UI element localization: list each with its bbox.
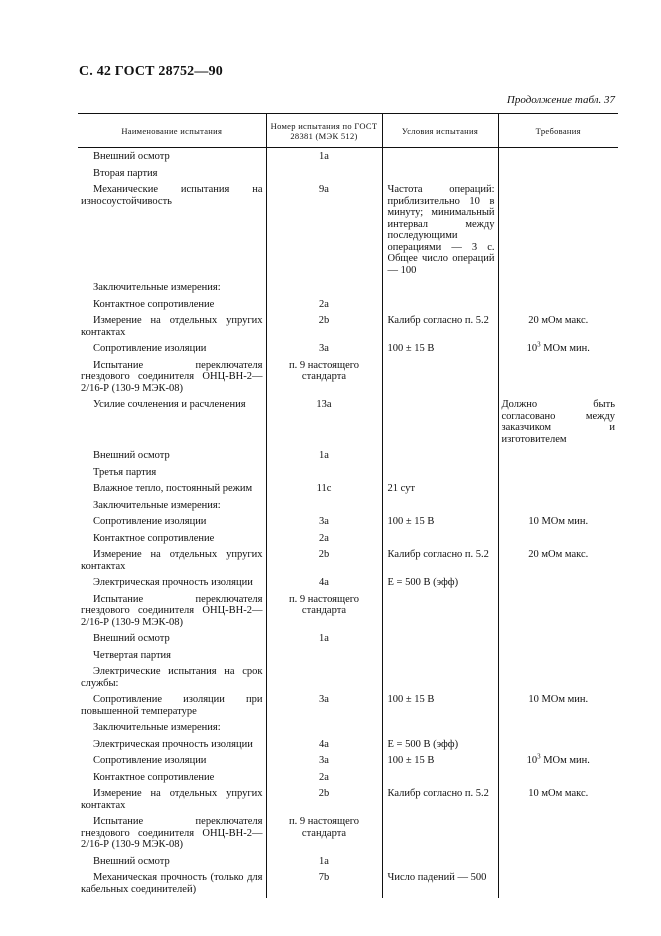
test-name: Заключительные измерения:: [93, 499, 221, 511]
test-number: [266, 166, 382, 183]
test-conditions: [382, 770, 498, 787]
test-requirements: [498, 664, 618, 692]
test-requirements: [498, 148, 618, 166]
table-row: [78, 166, 618, 183]
test-name: Четвертая партия: [93, 649, 172, 661]
test-name: Вторая партия: [93, 167, 158, 179]
table-row: [78, 358, 618, 398]
test-requirements: [498, 814, 618, 854]
test-conditions: [382, 592, 498, 632]
test-name: Внешний осмотр: [93, 450, 170, 461]
test-requirements: [498, 753, 618, 770]
req-exponent: 3: [537, 340, 541, 349]
page-header: С. 42 ГОСТ 28752—90: [79, 64, 223, 79]
col-header-test-number: Номер испытания по ГОСТ 28381 (МЭК 512): [266, 114, 382, 148]
test-requirements: [498, 575, 618, 592]
test-conditions: Частота операций: приблизительно 10 в минуту; минимальный интервал между последующими операциями — 3 с. Общее число операций — 100: [382, 182, 498, 279]
test-number: 1а: [266, 631, 382, 648]
test-conditions: 100 ± 15 В: [382, 753, 498, 770]
table-row: [78, 664, 618, 692]
test-requirements: [498, 498, 618, 515]
test-name: Третья партия: [93, 466, 157, 478]
test-conditions: [382, 397, 498, 448]
test-table: [78, 113, 618, 898]
table-row: [78, 341, 618, 358]
test-number: 13а: [266, 397, 382, 448]
test-number: [266, 664, 382, 692]
test-name: Сопротивление изоляции: [93, 516, 207, 527]
test-conditions: [382, 814, 498, 854]
table-row: [78, 514, 618, 531]
req-unit: МОм мин.: [540, 343, 590, 354]
test-name: Внешний осмотр: [93, 855, 170, 867]
test-name: Влажное тепло, постоянный режим: [93, 483, 253, 494]
test-number: 4а: [266, 737, 382, 754]
table-row: [78, 481, 618, 498]
test-name: Испытание переключателя гнездового соединителя ОНЦ-ВН-2—2/16-Р (130-9 МЭК-08): [81, 593, 263, 628]
table-row: [78, 531, 618, 548]
test-number: [266, 720, 382, 737]
test-name: Заключительные измерения:: [93, 282, 221, 293]
test-requirements: [498, 166, 618, 183]
test-name: Сопротивление изоляции при повышенной температуре: [81, 694, 263, 717]
test-requirements: [498, 854, 618, 871]
test-name: Сопротивление изоляции: [93, 755, 207, 766]
test-conditions: Е = 500 В (эфф): [382, 575, 498, 592]
test-number: 2а: [266, 531, 382, 548]
table-row: [78, 786, 618, 814]
test-name: Электрическая прочность изоляции: [93, 738, 253, 750]
test-name: Усилие сочленения и расчленения: [93, 399, 246, 410]
test-requirements: [498, 648, 618, 665]
test-conditions: 21 сут: [382, 481, 498, 498]
req-base: 10: [526, 755, 538, 766]
test-number: [266, 648, 382, 665]
test-requirements: [498, 720, 618, 737]
test-name: Измерение на отдельных упругих контактах: [81, 315, 263, 338]
test-number: [266, 279, 382, 297]
table-row: [78, 592, 618, 632]
req-base: 10: [526, 343, 538, 354]
test-requirements: [498, 465, 618, 482]
test-conditions: 100 ± 15 В: [382, 692, 498, 720]
test-requirements: [498, 531, 618, 548]
test-name: Заключительные измерения:: [93, 722, 221, 733]
test-number: [266, 498, 382, 515]
test-requirements: [498, 297, 618, 314]
test-conditions: [382, 297, 498, 314]
test-requirements: [498, 481, 618, 498]
test-conditions: Е = 500 В (эфф): [382, 737, 498, 754]
table-row: [78, 575, 618, 592]
test-number: 9а: [266, 182, 382, 279]
table-row: [78, 297, 618, 314]
test-requirements: 20 мОм макс.: [498, 313, 618, 341]
test-name: Электрическая прочность изоляции: [93, 577, 253, 588]
test-conditions: [382, 498, 498, 515]
col-header-test-name: Наименование испытания: [78, 114, 266, 148]
table-row: [78, 547, 618, 575]
test-conditions: Калибр согласно п. 5.2: [382, 786, 498, 814]
test-conditions: [382, 854, 498, 871]
test-number: 1а: [266, 448, 382, 465]
test-name: Контактное сопротивление: [93, 532, 215, 544]
test-conditions: Калибр согласно п. 5.2: [382, 547, 498, 575]
test-conditions: [382, 465, 498, 482]
test-number: [266, 465, 382, 482]
test-conditions: [382, 531, 498, 548]
test-number: 3а: [266, 514, 382, 531]
table-row: [78, 753, 618, 770]
test-conditions: [382, 664, 498, 692]
test-requirements: 10 МОм мин.: [498, 692, 618, 720]
test-number: 3а: [266, 692, 382, 720]
table-row: [78, 279, 618, 297]
test-conditions: Число падений — 500: [382, 870, 498, 898]
test-requirements: [498, 341, 618, 358]
test-conditions: [382, 166, 498, 183]
test-number: 4а: [266, 575, 382, 592]
test-conditions: [382, 279, 498, 297]
test-number: 2а: [266, 297, 382, 314]
test-name: Сопротивление изоляции: [93, 343, 207, 354]
test-number: 11с: [266, 481, 382, 498]
test-requirements: [498, 448, 618, 465]
test-requirements: [498, 770, 618, 787]
test-conditions: [382, 358, 498, 398]
test-name: Контактное сопротивление: [93, 298, 215, 310]
test-number: 1а: [266, 148, 382, 166]
test-conditions: [382, 631, 498, 648]
req-unit: МОм мин.: [540, 755, 590, 766]
table-header-row: [78, 114, 618, 148]
table-row: [78, 313, 618, 341]
test-name: Механическая прочность (только для кабельных соединителей): [81, 872, 263, 895]
table-row: [78, 692, 618, 720]
test-number: п. 9 настоящего стандарта: [266, 814, 382, 854]
table-row: [78, 498, 618, 515]
test-requirements: [498, 358, 618, 398]
table-row: [78, 854, 618, 871]
test-requirements: Должно быть согласовано между заказчиком и изготовителем: [498, 397, 618, 448]
test-conditions: [382, 720, 498, 737]
col-header-requirements: Требования: [498, 114, 618, 148]
table-row: [78, 397, 618, 448]
table-row: [78, 737, 618, 754]
test-number: 3а: [266, 341, 382, 358]
test-requirements: [498, 870, 618, 898]
table-continuation-note: Продолжение табл. 37: [506, 94, 615, 106]
test-name: Контактное сопротивление: [93, 771, 215, 783]
test-number: 1а: [266, 854, 382, 871]
test-requirements: 10 МОм мин.: [498, 514, 618, 531]
table-row: [78, 770, 618, 787]
table-row: [78, 465, 618, 482]
test-requirements: [498, 182, 618, 279]
col-header-conditions: Условия испытания: [382, 114, 498, 148]
test-name: Испытание переключателя гнездового соединителя ОНЦ-ВН-2—2/16-Р (130-9 МЭК-08): [81, 359, 263, 394]
test-number: 7b: [266, 870, 382, 898]
test-number: 2а: [266, 770, 382, 787]
table-row: [78, 720, 618, 737]
table-row: [78, 814, 618, 854]
test-conditions: 100 ± 15 В: [382, 341, 498, 358]
test-conditions: [382, 448, 498, 465]
test-name: Испытание переключателя гнездового соединителя ОНЦ-ВН-2—2/16-Р (130-9 МЭК-08): [81, 816, 263, 850]
table-row: [78, 148, 618, 166]
test-number: п. 9 настоящего стандарта: [266, 358, 382, 398]
test-conditions: [382, 648, 498, 665]
table-row: [78, 182, 618, 279]
table-row: [78, 648, 618, 665]
table-row: [78, 870, 618, 898]
test-conditions: [382, 148, 498, 166]
test-requirements: 10 мОм макс.: [498, 786, 618, 814]
test-name: Механические испытания на износоустойчивость: [81, 184, 263, 207]
test-requirements: [498, 279, 618, 297]
test-number: 2b: [266, 313, 382, 341]
test-name: Внешний осмотр: [93, 151, 170, 162]
test-requirements: [498, 631, 618, 648]
test-number: 2b: [266, 786, 382, 814]
test-number: п. 9 настоящего стандарта: [266, 592, 382, 632]
test-name: Электрические испытания на срок службы:: [81, 666, 263, 689]
test-name: Внешний осмотр: [93, 633, 170, 644]
req-exponent: 3: [537, 752, 541, 761]
test-number: 3а: [266, 753, 382, 770]
test-name: Измерение на отдельных упругих контактах: [81, 788, 263, 811]
test-number: 2b: [266, 547, 382, 575]
test-requirements: [498, 592, 618, 632]
test-name: Измерение на отдельных упругих контактах: [81, 549, 263, 572]
test-conditions: Калибр согласно п. 5.2: [382, 313, 498, 341]
test-requirements: 20 мОм макс.: [498, 547, 618, 575]
test-requirements: [498, 737, 618, 754]
table-row: [78, 631, 618, 648]
test-conditions: 100 ± 15 В: [382, 514, 498, 531]
table-row: [78, 448, 618, 465]
